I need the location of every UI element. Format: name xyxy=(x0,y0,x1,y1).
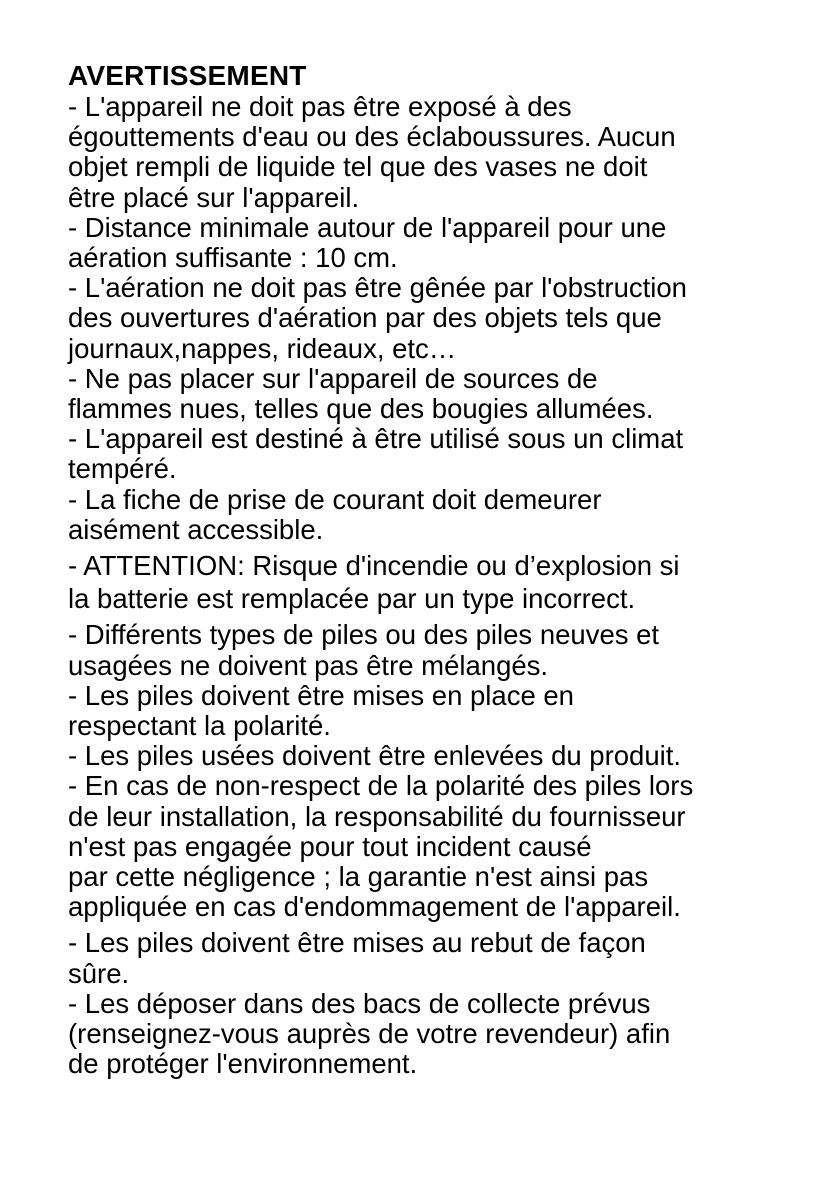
text-line: - Les piles usées doivent être enlevées du produit. xyxy=(68,740,682,772)
warning-title: AVERTISSEMENT xyxy=(68,60,307,91)
text-line: - Les piles doivent être mises en place en xyxy=(68,679,574,711)
text-line: - L'appareil ne doit pas être exposé à des xyxy=(68,91,572,122)
text-line: appliquée en cas d'endommagement de l'appareil. xyxy=(68,891,681,923)
text-line: - Ne pas placer sur l'appareil de sources de xyxy=(68,362,598,394)
text-line: - Les piles doivent être mises au rebut de façon xyxy=(68,927,646,959)
text-line: sûre. xyxy=(68,957,130,989)
text-line: des ouvertures d'aération par des objets tels que xyxy=(68,302,662,334)
text-line: - L'aération ne doit pas être gênée par l'obstruction xyxy=(68,272,687,304)
text-line: aération suffisante : 10 cm. xyxy=(68,242,398,274)
text-line: objet rempli de liquide tel que des vases ne doit xyxy=(68,151,648,183)
text-line: - Les déposer dans des bacs de collecte prévus xyxy=(68,987,651,1019)
text-line: flammes nues, telles que des bougies allumées. xyxy=(68,393,654,425)
text-line: respectant la polarité. xyxy=(68,710,331,742)
text-line: usagées ne doivent pas être mélangés. xyxy=(68,649,549,681)
text-line: de leur installation, la responsabilité du fournisseur xyxy=(68,800,686,832)
text-line: - Distance minimale autour de l'appareil pour une xyxy=(68,211,667,243)
text-line: égouttements d'eau ou des éclaboussures. Aucun xyxy=(68,121,676,153)
text-line: journaux,nappes, rideaux, etc… xyxy=(68,332,457,364)
text-line: de protéger l'environnement. xyxy=(68,1048,418,1080)
text-line: être placé sur l'appareil. xyxy=(68,181,360,213)
text-line: - La fiche de prise de courant doit demeurer xyxy=(68,483,602,515)
text-line: (renseignez-vous auprès de votre revendeur) afin xyxy=(68,1018,671,1050)
warning-section xyxy=(68,60,820,1080)
text-line: - L'appareil est destiné à être utilisé sous un climat xyxy=(68,423,684,455)
text-line: - ATTENTION: Risque d'incendie ou d’explosion si xyxy=(68,550,680,582)
text-line: - Différents types de piles ou des piles neuves et xyxy=(68,619,660,651)
text-line: tempéré. xyxy=(68,453,177,485)
text-line: aisément accessible. xyxy=(68,513,324,545)
text-line: par cette négligence ; la garantie n'est ainsi pas xyxy=(68,861,649,893)
text-line: - En cas de non-respect de la polarité des piles lors xyxy=(68,770,694,802)
text-line: n'est pas engagée pour tout incident causé xyxy=(68,830,592,862)
text-line: la batterie est remplacée par un type incorrect. xyxy=(68,583,636,615)
